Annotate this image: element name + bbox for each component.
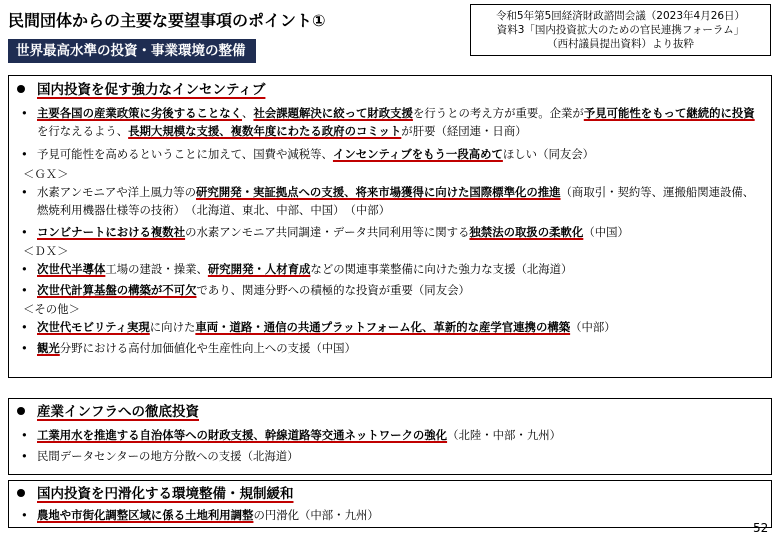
bullet-icon: • bbox=[21, 428, 28, 442]
source-line-2: 資料3「国内投資拡大のための官民連携フォーラム」 bbox=[496, 24, 745, 36]
list-item: • 観光分野における高付加価値化や生産性向上への支援（中国） bbox=[21, 341, 356, 355]
bullet-icon: • bbox=[21, 106, 28, 120]
list-item: • 次世代モビリティ実現に向けた車両・道路・通信の共通プラットフォーム化、革新的な産学官連携の構築（中部） bbox=[21, 320, 616, 334]
bullet-icon: • bbox=[21, 185, 28, 199]
list-item: • 主要各国の産業政策に劣後することなく、社会課題解決に絞って財政支援を行うとの考え方が重要。企業が予見可能性をもって継続的に投資を行なえるよう、長期大規模な支援、複数年度にわたる政府のコミットが肝要（経団連・日商） bbox=[21, 106, 755, 138]
list-item: • 工業用水を推進する自治体等への財政支援、幹線道路等交通ネットワークの強化（北陸・中部・九州） bbox=[21, 428, 561, 442]
bullet-dot-icon bbox=[17, 85, 25, 93]
list-item: • 水素アンモニアや洋上風力等の研究開発・実証拠点への支援、将来市場獲得に向けた国際標準化の推進（商取引・契約等、運搬船関連設備、燃焼利用機器仕様等の技術） （北海道、東北、中部、中国） （中部） bbox=[21, 185, 755, 217]
list-item: • 農地や市街化調整区域に係る土地利用調整の円滑化（中部・九州） bbox=[21, 508, 379, 522]
list-item: • 予見可能性を高めるということに加えて、国費や減税等、インセンティブをもう一段高めてほしい（同友会） bbox=[21, 147, 595, 161]
incentive-section bbox=[8, 75, 772, 378]
category-gx: ＜ＧＸ＞ bbox=[23, 167, 69, 181]
list-item: • コンビナートにおける複数社の水素アンモニア共同調達・データ共同利用等に関する独禁法の取扱の柔軟化（中国） bbox=[21, 225, 629, 239]
bullet-icon: • bbox=[21, 341, 28, 355]
source-line-1: 令和5年第5回経済財政諮問会議（2023年4月26日） bbox=[495, 10, 746, 22]
page-title: 民間団体からの主要な要望事項のポイント① bbox=[8, 11, 326, 30]
section-heading: 国内投資を円滑化する環境整備・規制緩和 bbox=[17, 484, 771, 504]
bullet-icon: • bbox=[21, 320, 28, 334]
regulation-section bbox=[8, 480, 772, 528]
bullet-icon: • bbox=[21, 508, 28, 522]
section-heading: 産業インフラへの徹底投資 bbox=[17, 402, 771, 422]
source-line-3: （西村議員提出資料）より抜粋 bbox=[547, 38, 694, 50]
source-citation-box bbox=[470, 4, 771, 56]
infrastructure-section bbox=[8, 398, 772, 475]
bullet-dot-icon bbox=[17, 489, 25, 497]
bullet-icon: • bbox=[21, 283, 28, 297]
bullet-icon: • bbox=[21, 449, 28, 463]
section-heading: 国内投資を促す強力なインセンティブ bbox=[17, 80, 771, 100]
list-item: • 民間データセンターの地方分散への支援（北海道） bbox=[21, 449, 299, 463]
list-item: • 次世代半導体工場の建設・操業、研究開発・人材育成などの関連事業整備に向けた強力な支援（北海道） bbox=[21, 262, 573, 276]
category-dx: ＜ＤＸ＞ bbox=[23, 244, 69, 258]
bullet-icon: • bbox=[21, 262, 28, 276]
bullet-icon: • bbox=[21, 225, 28, 239]
bullet-dot-icon bbox=[17, 407, 25, 415]
section-banner: 世界最高水準の投資・事業環境の整備 bbox=[8, 39, 256, 63]
bullet-icon: • bbox=[21, 147, 28, 161]
page-number: 52 bbox=[753, 521, 769, 535]
list-item: • 次世代計算基盤の構築が不可欠であり、関連分野への積極的な投資が重要（同友会） bbox=[21, 283, 470, 297]
category-other: ＜その他＞ bbox=[23, 302, 80, 316]
